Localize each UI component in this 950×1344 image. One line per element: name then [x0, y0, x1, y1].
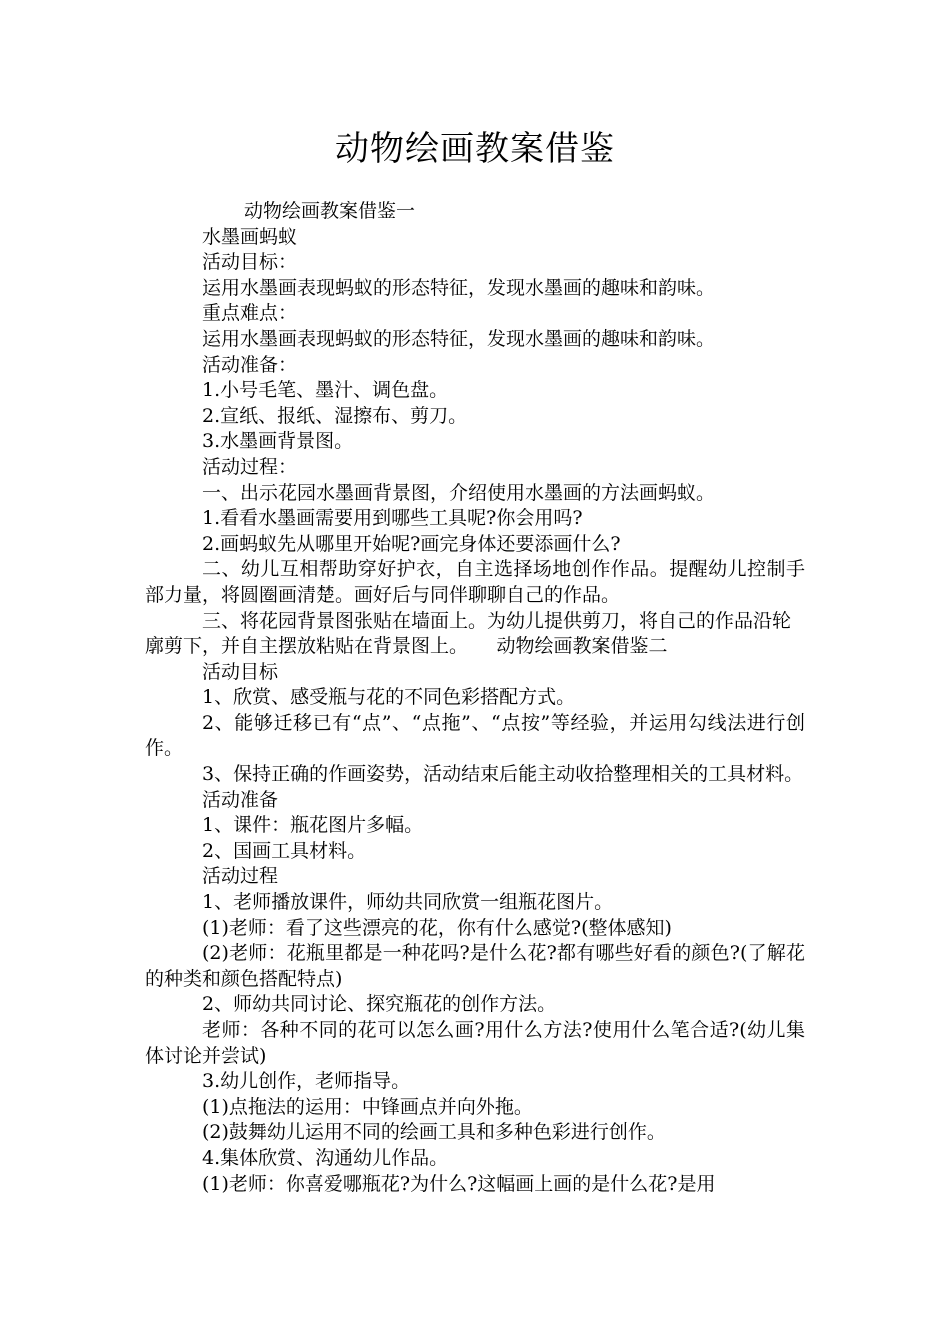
paragraph: 1.小号毛笔、墨汁、调色盘。: [202, 379, 449, 402]
paragraph: 4.集体欣赏、沟通幼儿作品。: [202, 1146, 449, 1169]
paragraph: 水墨画蚂蚁: [202, 225, 298, 248]
paragraph: (1)老师：你喜爱哪瓶花?为什么?这幅画上画的是什么花?是用: [202, 1172, 716, 1195]
document-body: [145, 199, 805, 1197]
paragraph: 活动准备：: [202, 353, 298, 376]
paragraph: 活动目标: [202, 660, 279, 683]
paragraph: 运用水墨画表现蚂蚁的形态特征，发现水墨画的趣味和韵味。: [202, 327, 716, 350]
paragraph: (1)老师：看了这些漂亮的花，你有什么感觉?(整体感知): [202, 916, 672, 939]
paragraph: 3.水墨画背景图。: [202, 430, 354, 453]
paragraph: 3、保持正确的作画姿势，活动结束后能主动收拾整理相关的工具材料。: [202, 763, 804, 786]
paragraph: 二、幼儿互相帮助穿好护衣，自主选择场地创作作品。提醒幼儿控制手部力量，将圆圈画清楚。画好后与同伴聊聊自己的作品。: [145, 558, 805, 606]
paragraph: 2、师幼共同讨论、探究瓶花的创作方法。: [202, 993, 557, 1016]
paragraph: 1、欣赏、感受瓶与花的不同色彩搭配方式。: [202, 686, 576, 709]
paragraph: 2.宣纸、报纸、湿擦布、剪刀。: [202, 404, 468, 427]
paragraph: 1.看看水墨画需要用到哪些工具呢?你会用吗?: [202, 507, 583, 530]
paragraph: 老师：各种不同的花可以怎么画?用什么方法?使用什么笔合适?(幼儿集体讨论并尝试): [145, 1019, 805, 1067]
paragraph: (1)点拖法的运用：中锋画点并向外拖。: [202, 1095, 533, 1118]
paragraph: 2、能够迁移已有“点”、“点拖”、“点按”等经验，并运用勾线法进行创作。: [145, 711, 805, 760]
paragraph: 活动准备: [202, 788, 279, 811]
paragraph: 运用水墨画表现蚂蚁的形态特征，发现水墨画的趣味和韵味。: [202, 276, 716, 299]
paragraph: 活动过程: [202, 865, 279, 888]
paragraph: 1、老师播放课件，师幼共同欣赏一组瓶花图片。: [202, 891, 614, 914]
section-heading: 动物绘画教案借鉴一: [244, 200, 416, 222]
paragraph: 活动过程：: [202, 455, 298, 478]
paragraph: (2)鼓舞幼儿运用不同的绘画工具和多种色彩进行创作。: [202, 1121, 666, 1144]
paragraph: 三、将花园背景图张贴在墙面上。为幼儿提供剪刀，将自己的作品沿轮廓剪下，并自主摆放粘贴在背景图上。 动物绘画教案借鉴二: [145, 609, 792, 658]
paragraph: 3.幼儿创作，老师指导。: [202, 1070, 411, 1093]
paragraph: 一、出示花园水墨画背景图，介绍使用水墨画的方法画蚂蚁。: [202, 481, 716, 504]
paragraph: 2.画蚂蚁先从哪里开始呢?画完身体还要添画什么?: [202, 532, 621, 555]
paragraph: 重点难点：: [202, 302, 298, 325]
paragraph: 2、国画工具材料。: [202, 839, 367, 862]
paragraph: 1、课件：瓶花图片多幅。: [202, 814, 424, 837]
document-title: 动物绘画教案借鉴: [335, 129, 615, 169]
paragraph: 活动目标：: [202, 251, 298, 274]
paragraph: (2)老师：花瓶里都是一种花吗?是什么花?都有哪些好看的颜色?(了解花的种类和颜色搭配特点): [145, 942, 805, 990]
